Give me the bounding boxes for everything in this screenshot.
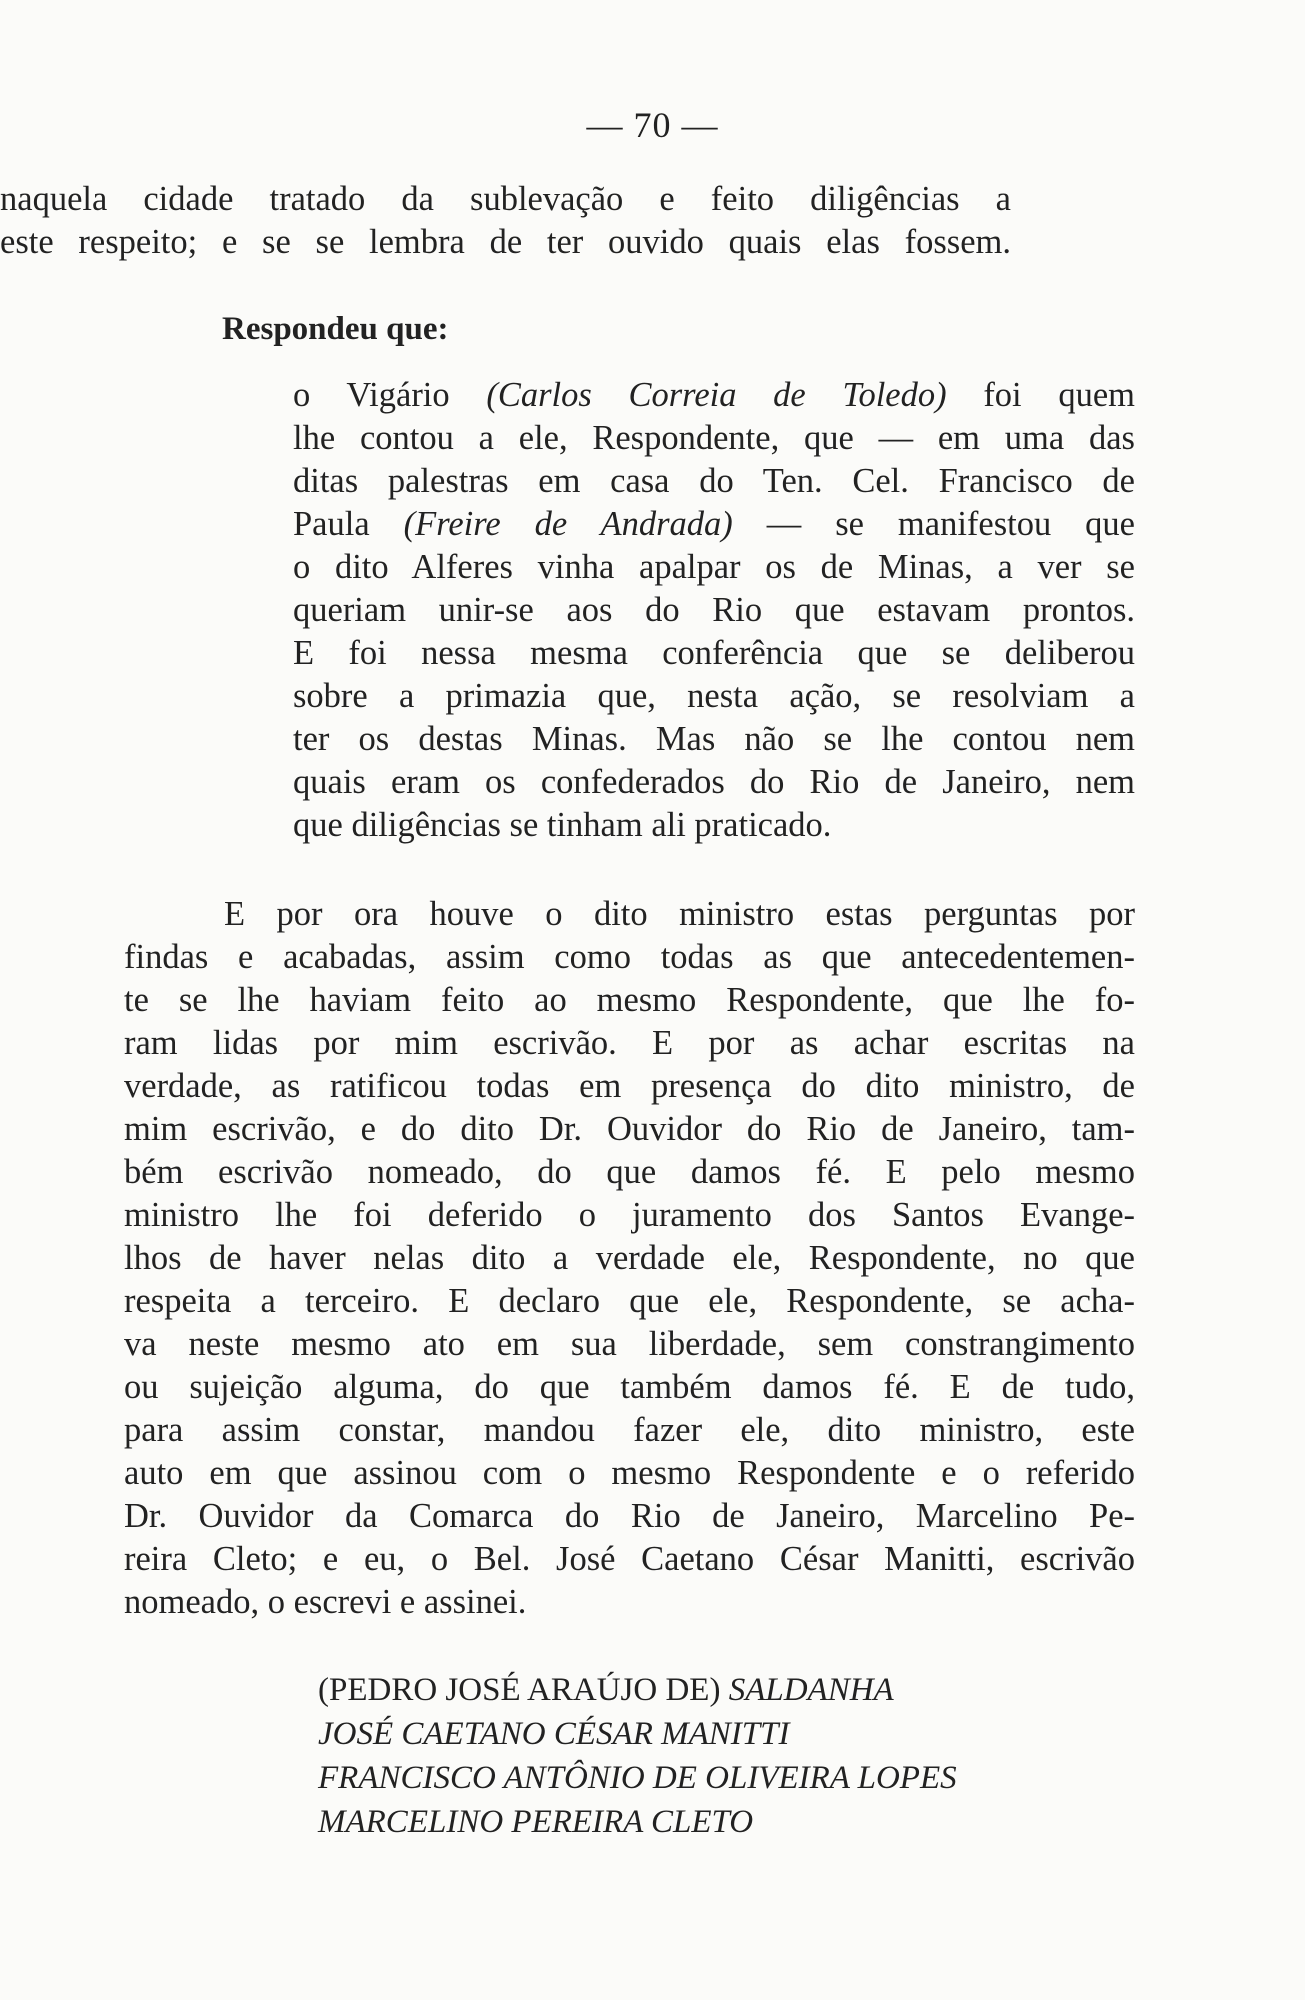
text-line: verdade, as ratificou todas em presença do dito ministro, de xyxy=(124,1067,1135,1105)
text-line: que diligências se tinham ali praticado. xyxy=(293,806,832,844)
text-line: E por ora houve o dito ministro estas perguntas por xyxy=(224,895,1135,933)
text-line: para assim constar, mandou fazer ele, dito ministro, este xyxy=(124,1411,1135,1449)
text-line: lhe contou a ele, Respondente, que — em uma das xyxy=(293,419,1135,457)
text-line: Dr. Ouvidor da Comarca do Rio de Janeiro, Marcelino Pe- xyxy=(124,1497,1135,1535)
text-line: va neste mesmo ato em sua liberdade, sem constrangimento xyxy=(124,1325,1135,1363)
text-line: reira Cleto; e eu, o Bel. José Caetano César Manitti, escrivão xyxy=(124,1540,1135,1578)
text-line: te se lhe haviam feito ao mesmo Respondente, que lhe fo- xyxy=(124,981,1135,1019)
signature-line: (PEDRO JOSÉ ARAÚJO DE) SALDANHA xyxy=(318,1672,894,1708)
signature-line: FRANCISCO ANTÔNIO DE OLIVEIRA LOPES xyxy=(318,1760,957,1796)
text-line: Paula (Freire de Andrada) — se manifestou que xyxy=(293,505,1135,543)
text-line: queriam unir-se aos do Rio que estavam prontos. xyxy=(293,591,1135,629)
text-line: lhos de haver nelas dito a verdade ele, Respondente, no que xyxy=(124,1239,1135,1277)
answer-heading: Respondeu que: xyxy=(222,311,449,347)
text-line: o Vigário (Carlos Correia de Toledo) foi quem xyxy=(293,376,1135,414)
text-line: o dito Alferes vinha apalpar os de Minas, a ver se xyxy=(293,548,1135,586)
text-line: auto em que assinou com o mesmo Respondente e o referido xyxy=(124,1454,1135,1492)
text-line: nomeado, o escrevi e assinei. xyxy=(124,1583,527,1621)
text-line: bém escrivão nomeado, do que damos fé. E pelo mesmo xyxy=(124,1153,1135,1191)
text-line: respeita a terceiro. E declaro que ele, Respondente, se acha- xyxy=(124,1282,1135,1320)
text-line: este respeito; e se se lembra de ter ouvido quais elas fossem. xyxy=(0,223,1011,261)
text-line: ministro lhe foi deferido o juramento dos Santos Evange- xyxy=(124,1196,1135,1234)
text-line: naquela cidade tratado da sublevação e feito diligências a xyxy=(0,180,1011,218)
text-line: E foi nessa mesma conferência que se deliberou xyxy=(293,634,1135,672)
text-line: mim escrivão, e do dito Dr. Ouvidor do Rio de Janeiro, tam- xyxy=(124,1110,1135,1148)
text-line: ditas palestras em casa do Ten. Cel. Francisco de xyxy=(293,462,1135,500)
text-line: findas e acabadas, assim como todas as que antecedentemen- xyxy=(124,938,1135,976)
signature-line: MARCELINO PEREIRA CLETO xyxy=(318,1804,754,1840)
text-line: sobre a primazia que, nesta ação, se resolviam a xyxy=(293,677,1135,715)
text-line: ou sujeição alguma, do que também damos fé. E de tudo, xyxy=(124,1368,1135,1406)
signature-line: JOSÉ CAETANO CÉSAR MANITTI xyxy=(318,1716,790,1752)
text-line: ter os destas Minas. Mas não se lhe contou nem xyxy=(293,720,1135,758)
page-number: — 70 — xyxy=(586,105,719,145)
text-line: quais eram os confederados do Rio de Janeiro, nem xyxy=(293,763,1135,801)
text-line: ram lidas por mim escrivão. E por as achar escritas na xyxy=(124,1024,1135,1062)
